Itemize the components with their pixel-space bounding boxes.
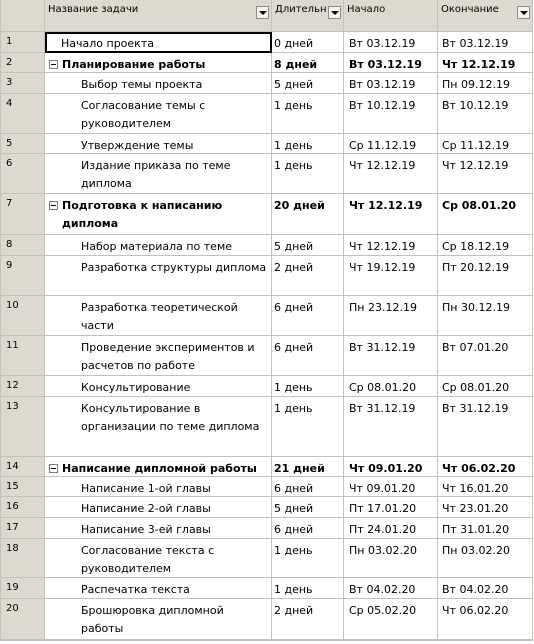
summary-task-line [45,56,269,73]
finish-cell[interactable]: Пн 03.02.20 [438,539,533,578]
table-row[interactable] [1,73,533,94]
duration-cell[interactable]: 6 дней [272,518,344,539]
collapse-minus-icon[interactable] [49,201,58,210]
finish-cell[interactable]: Вт 03.12.19 [438,32,533,53]
finish-cell[interactable]: Ср 11.12.19 [438,134,533,154]
task-name-cell[interactable] [45,518,272,539]
table-row[interactable] [1,599,533,640]
table-row[interactable] [1,256,533,296]
start-cell[interactable]: Чт 09.01.20 [344,457,438,477]
table-row[interactable] [1,457,533,477]
start-cell[interactable]: Пн 23.12.19 [344,296,438,336]
finish-cell[interactable]: Пн 30.12.19 [438,296,533,336]
row-id[interactable]: 10 [1,296,45,336]
finish-cell[interactable]: Чт 12.12.19 [438,53,533,73]
task-name: Набор материала по теме [81,240,233,253]
duration-cell[interactable]: 20 дней [272,194,344,235]
task-name-cell[interactable] [45,256,272,296]
start-cell[interactable]: Чт 09.01.20 [344,477,438,497]
start-cell[interactable]: Ср 08.01.20 [344,376,438,397]
task-name: Выбор темы проекта [81,78,203,91]
start-cell[interactable]: Вт 10.12.19 [344,94,438,134]
start-cell[interactable]: Вт 03.12.19 [344,73,438,94]
duration-cell[interactable]: 5 дней [272,497,344,518]
finish-cell[interactable]: Чт 06.02.20 [438,599,533,640]
table-row[interactable] [1,134,533,154]
task-name: Согласование темы с руководителем [81,99,206,130]
column-header-start-label: Начало [347,4,386,15]
column-header-name-label: Название задачи [48,4,139,15]
task-name: Консультирование [81,381,191,394]
task-name-cell[interactable] [45,599,272,640]
row-id[interactable]: 15 [1,477,45,497]
duration-cell[interactable]: 8 дней [272,53,344,73]
start-cell[interactable]: Вт 31.12.19 [344,336,438,376]
chevron-down-icon[interactable] [328,6,341,19]
task-name: Написание 3-ей главы [81,523,211,536]
duration-cell[interactable]: 5 дней [272,235,344,256]
column-header-duration-label: Длительн [275,4,327,15]
finish-cell[interactable]: Чт 06.02.20 [438,457,533,477]
collapse-minus-icon[interactable] [49,60,58,69]
duration-cell[interactable]: 1 день [272,94,344,134]
start-cell[interactable]: Чт 12.12.19 [344,194,438,235]
chevron-down-icon[interactable] [517,6,530,19]
finish-cell[interactable]: Чт 12.12.19 [438,154,533,194]
task-name-cell[interactable] [45,134,272,154]
task-name-cell[interactable] [45,194,272,235]
task-name: Распечатка текста [81,583,190,596]
duration-cell[interactable]: 21 дней [272,457,344,477]
table-row[interactable] [1,235,533,256]
finish-cell[interactable]: Чт 16.01.20 [438,477,533,497]
task-name: Консультирование в организации по теме диплома [81,402,260,433]
column-header-finish-label: Окончание [441,4,499,15]
task-name-cell[interactable] [45,32,272,53]
start-cell[interactable]: Вт 04.02.20 [344,578,438,599]
task-name-cell[interactable] [45,235,272,256]
row-id[interactable]: 12 [1,376,45,397]
row-id[interactable]: 18 [1,539,45,578]
task-name: Подготовка к написанию диплома [62,199,223,230]
finish-cell[interactable]: Чт 23.01.20 [438,497,533,518]
row-id[interactable]: 8 [1,235,45,256]
duration-cell[interactable]: 1 день [272,154,344,194]
row-id[interactable]: 20 [1,599,45,640]
task-name: Написание 2-ой главы [81,502,211,515]
column-header-name[interactable] [45,0,272,32]
finish-cell[interactable]: Ср 18.12.19 [438,235,533,256]
select-all-corner[interactable] [1,0,45,32]
task-name-cell[interactable] [45,296,272,336]
row-id[interactable]: 19 [1,578,45,599]
duration-cell[interactable]: 1 день [272,397,344,457]
start-cell[interactable]: Вт 03.12.19 [344,32,438,53]
table-row[interactable] [1,397,533,457]
finish-cell[interactable]: Вт 31.12.19 [438,397,533,457]
start-cell[interactable]: Вт 31.12.19 [344,397,438,457]
start-cell[interactable]: Ср 05.02.20 [344,599,438,640]
task-name-cell[interactable] [45,457,272,477]
duration-cell[interactable]: 6 дней [272,336,344,376]
task-name-cell[interactable] [45,397,272,457]
finish-cell[interactable]: Ср 08.01.20 [438,194,533,235]
task-name-cell[interactable] [45,73,272,94]
duration-cell[interactable]: 6 дней [272,296,344,336]
task-name: Издание приказа по теме диплома [81,159,231,190]
row-id[interactable]: 1 [1,32,45,53]
start-cell[interactable]: Чт 12.12.19 [344,154,438,194]
task-name-cell[interactable] [45,539,272,578]
column-header-start[interactable] [344,0,438,32]
table-row[interactable] [1,32,533,53]
table-row[interactable] [1,477,533,497]
duration-cell[interactable]: 1 день [272,376,344,397]
row-id[interactable]: 5 [1,134,45,154]
duration-cell[interactable]: 0 дней [272,32,344,53]
row-id[interactable]: 16 [1,497,45,518]
row-id[interactable]: 2 [1,53,45,73]
task-name-cell[interactable] [45,336,272,376]
task-name: Брошюровка дипломной работы [81,604,224,635]
task-name-cell[interactable] [45,477,272,497]
task-name: Написание 1-ой главы [81,482,211,495]
row-id[interactable]: 13 [1,397,45,457]
row-id[interactable]: 6 [1,154,45,194]
task-name-cell[interactable] [45,154,272,194]
task-name: Утверждение темы [81,139,194,152]
table-row[interactable] [1,518,533,539]
task-name: Разработка теоретической части [81,301,238,332]
row-id[interactable]: 7 [1,194,45,235]
task-name: Начало проекта [61,37,154,50]
chevron-down-icon[interactable] [256,6,269,19]
task-name: Разработка структуры диплома [81,261,267,274]
table-row[interactable] [1,376,533,397]
row-id[interactable]: 3 [1,73,45,94]
task-name-cell[interactable] [45,497,272,518]
duration-cell[interactable]: 5 дней [272,73,344,94]
start-cell[interactable]: Пт 17.01.20 [344,497,438,518]
table-row[interactable] [1,53,533,73]
task-name: Планирование работы [62,58,206,71]
table-row[interactable] [1,194,533,235]
duration-cell[interactable]: 2 дней [272,599,344,640]
table-row[interactable] [1,539,533,578]
row-id[interactable]: 17 [1,518,45,539]
start-cell[interactable]: Ср 11.12.19 [344,134,438,154]
table-row[interactable] [1,336,533,376]
task-name-cell[interactable] [45,578,272,599]
task-name: Проведение экспериментов и расчетов по работе [81,341,255,372]
duration-cell[interactable]: 1 день [272,134,344,154]
column-header-finish[interactable] [438,0,533,32]
finish-cell[interactable]: Вт 07.01.20 [438,336,533,376]
summary-task-line [45,460,269,477]
table-row[interactable] [1,94,533,134]
finish-cell[interactable]: Пт 31.01.20 [438,518,533,539]
finish-cell[interactable]: Вт 04.02.20 [438,578,533,599]
finish-cell[interactable]: Пн 09.12.19 [438,73,533,94]
table-row[interactable] [1,578,533,599]
finish-cell[interactable]: Пт 20.12.19 [438,256,533,296]
finish-cell[interactable]: Ср 08.01.20 [438,376,533,397]
header-row [1,0,533,32]
row-id[interactable]: 11 [1,336,45,376]
start-cell[interactable]: Чт 12.12.19 [344,235,438,256]
column-header-duration[interactable] [272,0,344,32]
start-cell[interactable]: Чт 19.12.19 [344,256,438,296]
summary-task-line [45,197,269,233]
row-id[interactable]: 14 [1,457,45,477]
task-name-cell[interactable] [45,53,272,73]
start-cell[interactable]: Пн 03.02.20 [344,539,438,578]
duration-cell[interactable]: 2 дней [272,256,344,296]
table-row[interactable] [1,497,533,518]
duration-cell[interactable]: 6 дней [272,477,344,497]
collapse-minus-icon[interactable] [49,464,58,473]
table-row[interactable] [1,154,533,194]
task-name: Написание дипломной работы [62,462,257,475]
task-name: Согласование текста с руководителем [81,544,215,575]
finish-cell[interactable]: Вт 10.12.19 [438,94,533,134]
table-row[interactable] [1,296,533,336]
start-cell[interactable]: Вт 03.12.19 [344,53,438,73]
start-cell[interactable]: Пт 24.01.20 [344,518,438,539]
duration-cell[interactable]: 1 день [272,539,344,578]
duration-cell[interactable]: 1 день [272,578,344,599]
row-id[interactable]: 4 [1,94,45,134]
task-name-cell[interactable] [45,376,272,397]
task-name-cell[interactable] [45,94,272,134]
row-id[interactable]: 9 [1,256,45,296]
